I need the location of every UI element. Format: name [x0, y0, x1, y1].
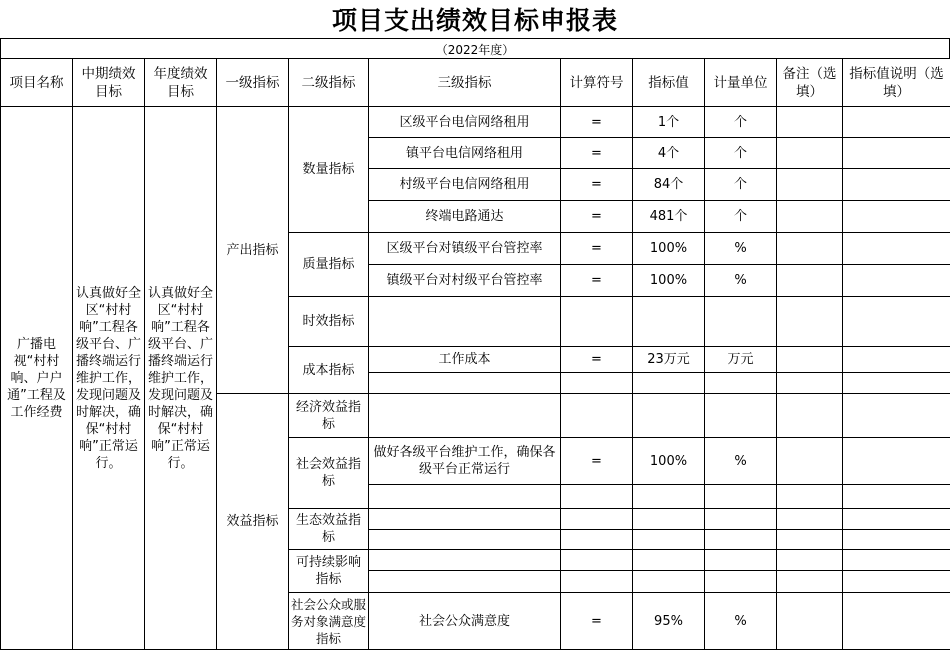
indicator-name: 村级平台电信网络租用 — [369, 169, 561, 201]
header-level1: 一级指标 — [217, 59, 289, 107]
indicator-name — [369, 373, 561, 394]
indicator-name: 终端电路通达 — [369, 201, 561, 233]
indicator-unit — [705, 297, 777, 347]
indicator-value: 100% — [633, 438, 705, 485]
indicator-unit — [705, 509, 777, 530]
indicator-unit: 个 — [705, 201, 777, 233]
header-mid-term-goal: 中期绩效目标 — [73, 59, 145, 107]
level2-quality: 质量指标 — [289, 233, 369, 297]
indicator-name: 区级平台电信网络租用 — [369, 107, 561, 138]
indicator-name: 区级平台对镇级平台管控率 — [369, 233, 561, 265]
level2-social: 社会效益指标 — [289, 438, 369, 509]
indicator-value: 4个 — [633, 138, 705, 169]
header-level2: 二级指标 — [289, 59, 369, 107]
indicator-op: = — [561, 265, 633, 297]
indicator-remark — [777, 201, 843, 233]
indicator-description — [843, 169, 950, 201]
indicator-description — [843, 347, 950, 373]
indicator-description — [843, 394, 950, 438]
indicator-op — [561, 373, 633, 394]
indicator-op: = — [561, 347, 633, 373]
indicator-remark — [777, 394, 843, 438]
indicator-op — [561, 530, 633, 550]
indicator-name — [369, 509, 561, 530]
indicator-value — [633, 571, 705, 593]
indicator-description — [843, 297, 950, 347]
indicator-op — [561, 485, 633, 509]
indicator-remark — [777, 438, 843, 485]
indicator-value — [633, 509, 705, 530]
indicator-value: 23万元 — [633, 347, 705, 373]
indicator-description — [843, 593, 950, 650]
indicator-value — [633, 297, 705, 347]
indicator-name: 工作成本 — [369, 347, 561, 373]
indicator-name — [369, 297, 561, 347]
indicator-description — [843, 373, 950, 394]
indicator-value — [633, 394, 705, 438]
header-level3: 三级指标 — [369, 59, 561, 107]
indicator-value — [633, 530, 705, 550]
indicator-unit — [705, 373, 777, 394]
indicator-description — [843, 530, 950, 550]
level1-output: 产出指标 — [217, 107, 289, 394]
level2-ecological: 生态效益指标 — [289, 509, 369, 550]
indicator-unit: 个 — [705, 107, 777, 138]
indicator-unit: % — [705, 438, 777, 485]
indicator-unit: 万元 — [705, 347, 777, 373]
indicator-remark — [777, 593, 843, 650]
indicator-description — [843, 509, 950, 530]
page-title: 项目支出绩效目标申报表 — [331, 6, 618, 35]
indicator-value — [633, 373, 705, 394]
indicator-name: 做好各级平台维护工作，确保各级平台正常运行 — [369, 438, 561, 485]
indicator-op — [561, 509, 633, 530]
indicator-description — [843, 485, 950, 509]
indicator-op: = — [561, 438, 633, 485]
indicator-remark — [777, 509, 843, 530]
level1-benefit: 效益指标 — [217, 394, 289, 650]
indicator-unit: % — [705, 593, 777, 650]
indicator-op: = — [561, 233, 633, 265]
indicator-op: = — [561, 107, 633, 138]
table-row — [1, 107, 950, 138]
header-project-name: 项目名称 — [1, 59, 73, 107]
indicator-name — [369, 485, 561, 509]
indicator-op: = — [561, 138, 633, 169]
indicator-unit: % — [705, 233, 777, 265]
indicator-remark — [777, 530, 843, 550]
indicator-description — [843, 550, 950, 571]
indicator-value: 84个 — [633, 169, 705, 201]
performance-target-table — [0, 58, 950, 650]
project-name-cell: 广播电视“村村响、户户通”工程及工作经费 — [1, 107, 73, 650]
indicator-op — [561, 550, 633, 571]
indicator-description — [843, 201, 950, 233]
indicator-unit — [705, 530, 777, 550]
indicator-name: 镇级平台对村级平台管控率 — [369, 265, 561, 297]
indicator-remark — [777, 169, 843, 201]
indicator-remark — [777, 138, 843, 169]
fiscal-year: （2022年度） — [0, 38, 950, 59]
indicator-remark — [777, 347, 843, 373]
indicator-name — [369, 571, 561, 593]
indicator-unit — [705, 485, 777, 509]
header-annual-goal: 年度绩效目标 — [145, 59, 217, 107]
indicator-op: = — [561, 201, 633, 233]
indicator-description — [843, 107, 950, 138]
indicator-value: 100% — [633, 265, 705, 297]
indicator-remark — [777, 297, 843, 347]
indicator-op: = — [561, 169, 633, 201]
indicator-value: 481个 — [633, 201, 705, 233]
level2-satisfaction: 社会公众或服务对象满意度指标 — [289, 593, 369, 650]
indicator-description — [843, 571, 950, 593]
header-row — [1, 59, 950, 107]
indicator-description — [843, 233, 950, 265]
indicator-unit: % — [705, 265, 777, 297]
indicator-unit — [705, 571, 777, 593]
indicator-unit — [705, 550, 777, 571]
header-value: 指标值 — [633, 59, 705, 107]
level2-sustainable: 可持续影响指标 — [289, 550, 369, 593]
header-operator: 计算符号 — [561, 59, 633, 107]
indicator-value: 100% — [633, 233, 705, 265]
header-unit: 计量单位 — [705, 59, 777, 107]
level2-economic: 经济效益指标 — [289, 394, 369, 438]
indicator-name: 社会公众满意度 — [369, 593, 561, 650]
indicator-value: 1个 — [633, 107, 705, 138]
indicator-op — [561, 571, 633, 593]
indicator-name: 镇平台电信网络租用 — [369, 138, 561, 169]
indicator-remark — [777, 265, 843, 297]
indicator-remark — [777, 233, 843, 265]
indicator-remark — [777, 373, 843, 394]
indicator-remark — [777, 107, 843, 138]
indicator-remark — [777, 550, 843, 571]
indicator-name — [369, 550, 561, 571]
indicator-op: = — [561, 593, 633, 650]
indicator-op — [561, 394, 633, 438]
annual-goal-cell: 认真做好全区“村村响”工程各级平台、广播终端运行维护工作，发现问题及时解决，确保“村村响”正常运行。 — [145, 107, 217, 650]
indicator-unit — [705, 394, 777, 438]
level2-quantity: 数量指标 — [289, 107, 369, 233]
indicator-description — [843, 138, 950, 169]
indicator-unit: 个 — [705, 169, 777, 201]
level2-cost: 成本指标 — [289, 347, 369, 394]
header-description: 指标值说明（选填） — [843, 59, 950, 107]
indicator-name — [369, 530, 561, 550]
header-remark: 备注（选填） — [777, 59, 843, 107]
indicator-description — [843, 438, 950, 485]
indicator-remark — [777, 571, 843, 593]
indicator-value: 95% — [633, 593, 705, 650]
indicator-unit: 个 — [705, 138, 777, 169]
indicator-remark — [777, 485, 843, 509]
indicator-value — [633, 485, 705, 509]
indicator-op — [561, 297, 633, 347]
mid-term-goal-cell: 认真做好全区“村村响”工程各级平台、广播终端运行维护工作，发现问题及时解决，确保“村村响”正常运行。 — [73, 107, 145, 650]
indicator-description — [843, 265, 950, 297]
indicator-name — [369, 394, 561, 438]
indicator-value — [633, 550, 705, 571]
level2-timeliness: 时效指标 — [289, 297, 369, 347]
